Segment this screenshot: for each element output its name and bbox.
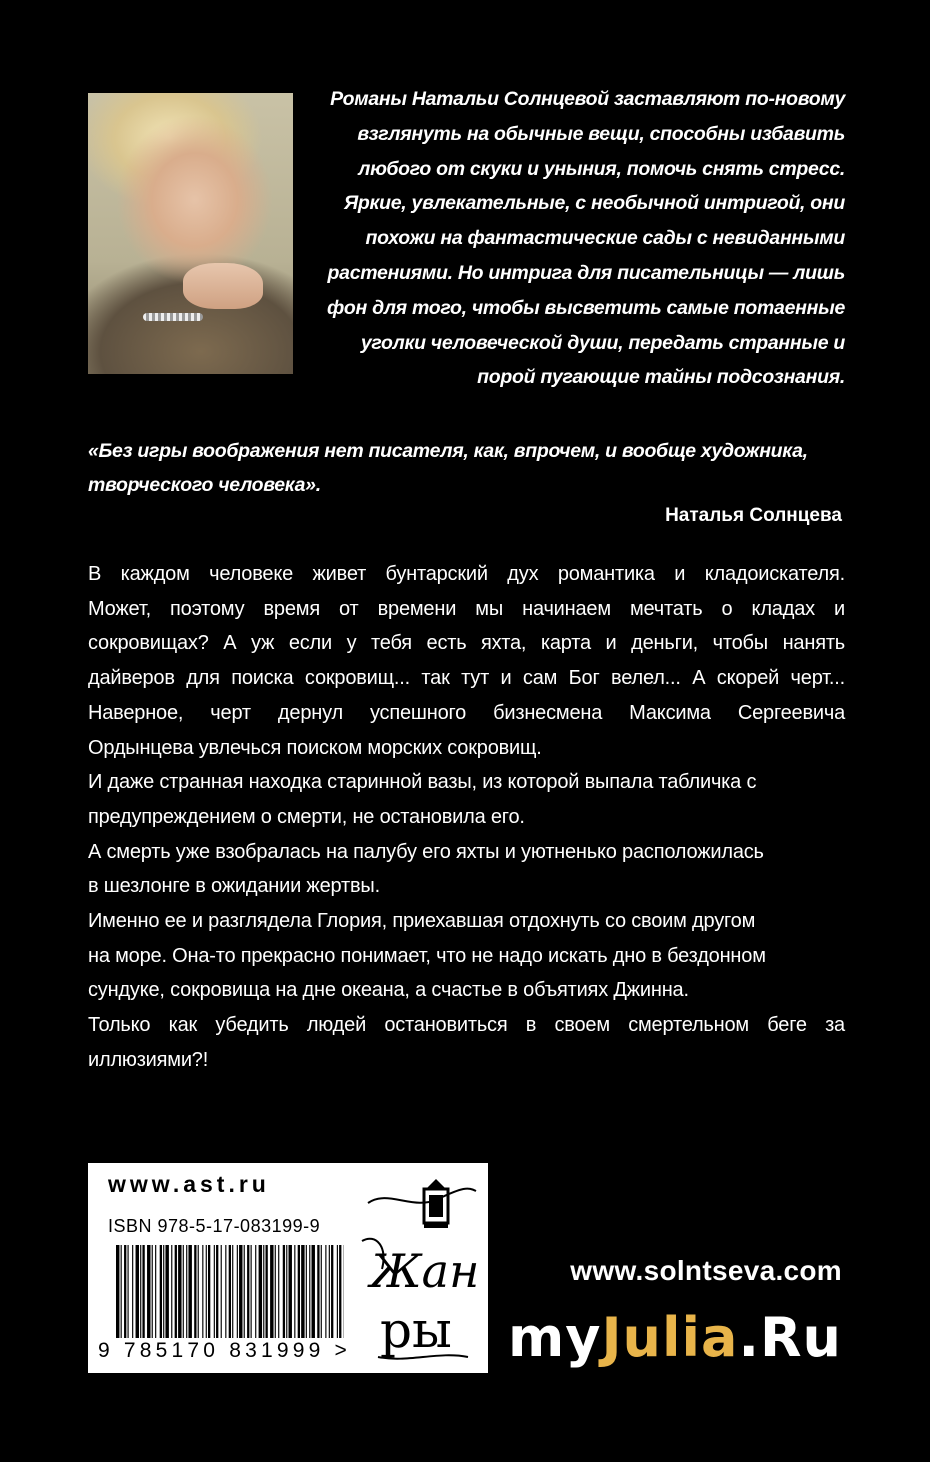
barcode-bar [263,1245,264,1338]
barcode-bar [301,1245,304,1338]
logo-line1: Жан [370,1244,480,1298]
barcode-bar [121,1245,122,1338]
barcode-bars [116,1245,344,1338]
barcode-bar [325,1245,326,1338]
barcode-bar [275,1245,276,1338]
blurb-line: уголки человеческой души, передать странные и [360,331,845,354]
synopsis-line: А смерть уже взобралась на палубу его яхты и уютненько расположилась [88,840,764,863]
barcode-bar [136,1245,139,1338]
logo-julia: Julia [601,1306,739,1369]
barcode-bar [225,1245,226,1338]
barcode-bar [116,1245,119,1338]
synopsis-line: на море. Она-то прекрасно понимает, что не надо искать дно в бездонном [88,944,766,967]
barcode-bar [214,1245,215,1338]
barcode-bar [221,1245,222,1338]
barcode-bar [289,1245,292,1338]
synopsis [88,557,845,1078]
blurb-line: взглянуть на обычные вещи, способны избавить [357,122,845,145]
synopsis-line: Только как убедить людей остановиться в своем смертельном беге за [88,1014,845,1037]
barcode-bar [124,1245,126,1338]
barcode-bar [286,1245,287,1338]
barcode-bar [152,1245,153,1338]
barcode-bar [270,1245,273,1338]
synopsis-line: сокровищах? А уж если у тебя есть яхта, карта и деньги, чтобы нанять [88,632,845,655]
isbn-number: ISBN 978-5-17-083199-9 [108,1216,321,1236]
barcode-bar [128,1245,129,1338]
barcode-bar [244,1245,245,1338]
barcode-bar [339,1245,341,1338]
barcode-bar [155,1245,156,1338]
barcode-bar [239,1245,242,1338]
barcode-bar [321,1245,322,1338]
blurb-line: растениями. Но интрига для писательницы — лишь [327,261,845,284]
barcode-bar [188,1245,191,1338]
synopsis-line: иллюзиями?! [88,1048,209,1071]
barcode-bar [171,1245,172,1338]
barcode-bar [331,1245,333,1338]
barcode-bar [298,1245,300,1338]
barcode-bar [312,1245,315,1338]
synopsis-line: Может, поэтому время от времени мы начинаем мечтать о кладах и [88,597,845,620]
synopsis-line: предупреждением о смерти, не остановила его. [88,805,525,828]
barcode-bar [198,1245,199,1338]
photo-hand [183,263,263,309]
synopsis-line: дайверов для поиска сокровищ... так тут и сам Бог велел... А скорей черт... [88,667,845,690]
barcode-bar [306,1245,307,1338]
barcode-bar [232,1245,233,1338]
synopsis-line: В каждом человеке живет бунтарский дух романтика и кладоискателя. [88,563,845,585]
barcode-bar [186,1245,187,1338]
barcode-bar [147,1245,150,1338]
barcode-bar [163,1245,164,1338]
barcode-bar [283,1245,285,1338]
barcode-bar [194,1245,196,1338]
barcode-bar [183,1245,184,1338]
logo-ru: .Ru [738,1306,842,1369]
barcode-bar [206,1245,207,1338]
barcode-bar [251,1245,252,1338]
barcode-bar [278,1245,279,1338]
barcode-panel [88,1163,488,1373]
quote-line: творческого человека». [88,474,321,496]
synopsis-line: Наверное, черт дернул успешного бизнесмена Максима Сергеевича [88,701,845,724]
barcode-bar [255,1245,256,1338]
barcode-bar [247,1245,249,1338]
zhanry-logo [358,1171,483,1371]
lantern-icon [424,1179,448,1228]
barcode-bar [229,1245,231,1338]
quote-author: Наталья Солнцева [665,505,842,526]
barcode-bar [160,1245,162,1338]
barcode-bar [337,1245,338,1338]
blurb-line: Яркие, увлекательные, с необычной интригой, они [344,192,845,215]
barcode-bar [178,1245,181,1338]
author-photo [88,93,293,374]
barcode-bar [294,1245,295,1338]
synopsis-line: сундуке, сокровища на дне океана, а счастье в объятиях Джинна. [88,979,689,1002]
barcode-bar [208,1245,210,1338]
barcode-bar [329,1245,330,1338]
blurb-line: любого от скуки и уныния, помочь снять стресс. [358,157,845,180]
barcode-bar [259,1245,262,1338]
barcode-bar [317,1245,319,1338]
blurb-line: фон для того, чтобы высветить самые потаенные [326,296,845,319]
photo-bracelet [143,313,203,321]
quote-line: «Без игры воображения нет писателя, как, впрочем, и вообще художника, [88,440,808,462]
synopsis-line: Именно ее и разглядела Глория, приехавшая отдохнуть со своим другом [88,910,756,933]
synopsis-line: И даже странная находка старинной вазы, из которой выпала табличка с [88,771,757,794]
author-quote [88,434,845,502]
barcode-bar [266,1245,268,1338]
barcode-bar [165,1245,168,1338]
blurb-line: порой пугающие тайны подсознания. [477,366,845,389]
barcode-bar [237,1245,238,1338]
barcode-bar [140,1245,141,1338]
blurb-text [305,82,845,395]
barcode-bar [216,1245,218,1338]
logo-my: my [507,1306,602,1369]
blurb-line: похожи на фантастические сады с невиданными [365,227,845,250]
barcode-bar [132,1245,133,1338]
synopsis-line: в шезлонге в ожидании жертвы. [88,875,380,898]
publisher-website: www.ast.ru [108,1171,270,1197]
author-website: www.solntseva.com [570,1255,842,1286]
myjulia-logo [508,1306,842,1369]
barcode-digits: 9 785170 831999 > [98,1339,351,1362]
barcode-bar [142,1245,144,1338]
barcode-bar [202,1245,203,1338]
barcode-bar [175,1245,177,1338]
blurb-line: Романы Натальи Солнцевой заставляют по-новому [330,88,845,110]
synopsis-line: Ордынцева увлечься поиском морских сокровищ. [88,736,542,759]
barcode-bar [309,1245,310,1338]
logo-line2: ры [380,1301,452,1359]
